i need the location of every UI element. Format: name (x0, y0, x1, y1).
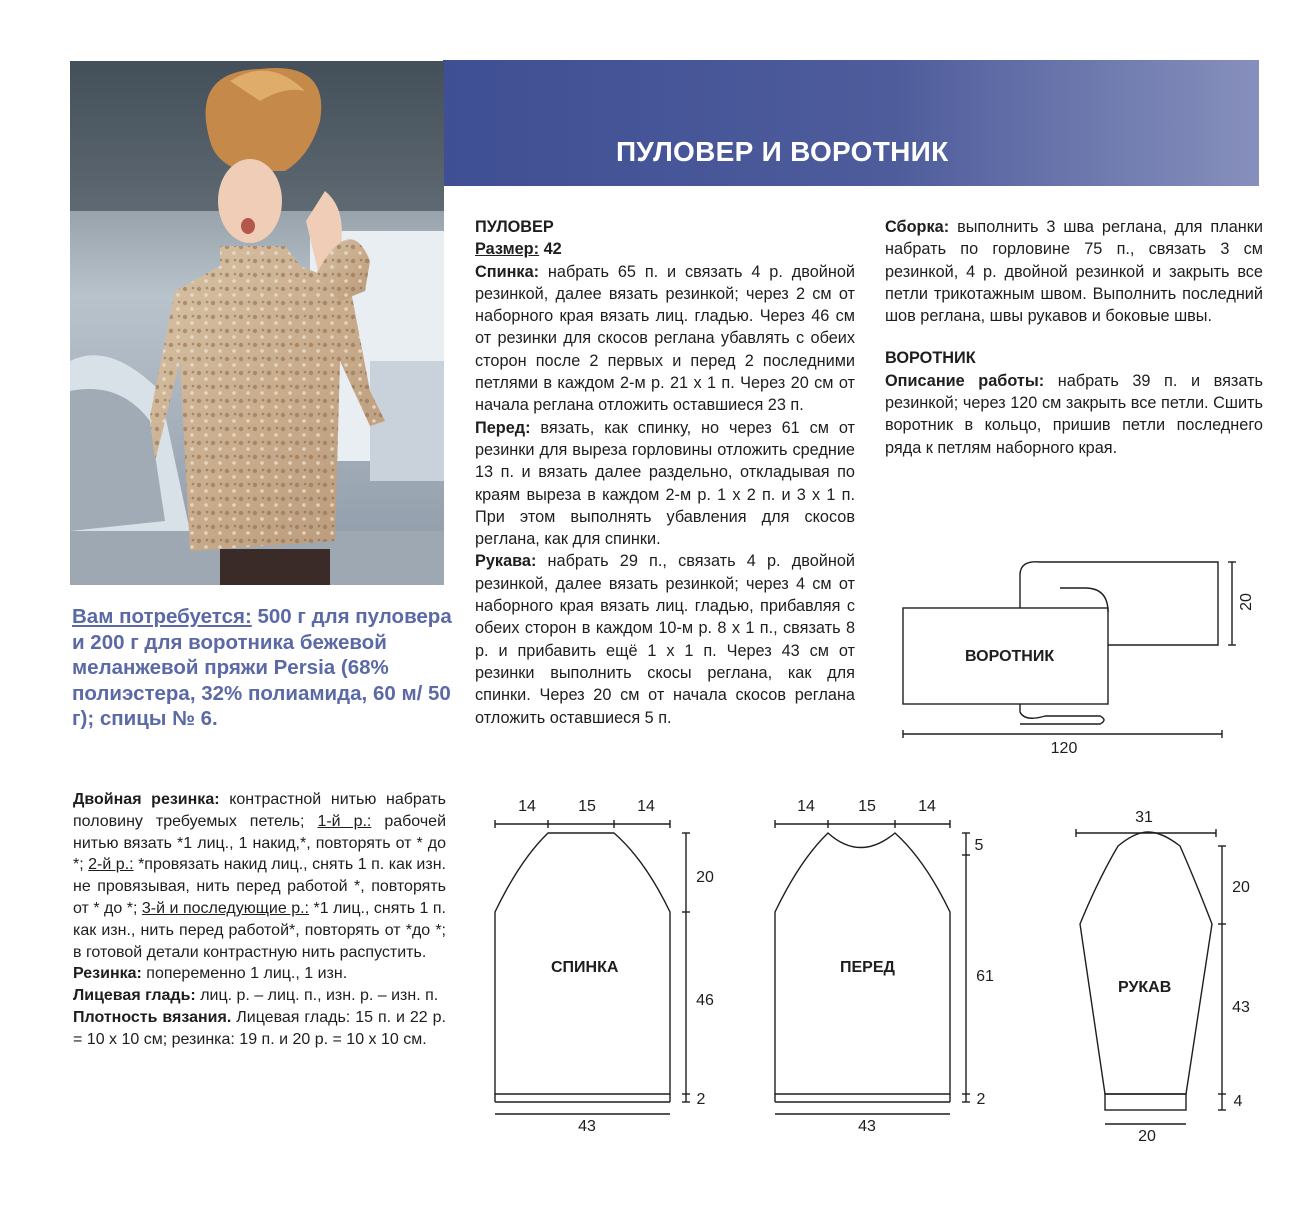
row-2-label: 2-й р.: (88, 856, 134, 874)
front-body: 61 (976, 968, 994, 985)
pullover-heading-text: ПУЛОВЕР (475, 218, 554, 236)
stockinette-label: Лицевая гладь: (73, 987, 196, 1005)
back-bottom: 43 (578, 1118, 596, 1135)
front-label: Перед: (475, 418, 531, 437)
front-bottom: 43 (858, 1118, 876, 1135)
front-neck: 5 (974, 837, 984, 854)
front-rib: 2 (976, 1091, 986, 1108)
page-title: ПУЛОВЕР И ВОРОТНИК (616, 136, 949, 167)
gauge-label: Плотность вязания. (73, 1008, 232, 1026)
sleeve-top: 31 (1135, 809, 1153, 826)
sleeves-label: Рукава: (475, 552, 537, 571)
stockinette-text: лиц. р. – лиц. п., изн. р. – изн. п. (195, 987, 439, 1005)
back-top-left: 14 (518, 798, 536, 815)
collar-work-text: набрать 39 п. и вязать резинкой; через 120 см закрыть все петли. Сшить воротник в кольцо, пришив петли последнего ряда к петлям наборного края. (885, 371, 1264, 457)
materials-lead: Вам потребуется: (72, 605, 252, 628)
rib-label: Резинка: (73, 965, 142, 983)
sleeves-text: набрать 29 п., связать 4 р. двойной резинкой, далее вязать резинкой; через 4 см от наборного края вязать лиц. гладью, прибавляя с обеих сторон в каждом 10-м р. 8 х 1 п., связать 8 р. и прибавить ещё 1 х 1 п. Через 43 см от резинки выполнить скосы реглана, как для спинки. Через 20 см от начала скосов реглана отложить оставшиеся 5 п. (475, 552, 855, 727)
sleeve-cuff: 4 (1233, 1093, 1243, 1110)
assembly-label: Сборка: (885, 218, 950, 236)
back-text: набрать 65 п. и связать 4 р. двойной резинкой, далее вязать резинкой; через 2 см от наборного края вязать лиц. гладью. Через 46 см от резинки для скосов реглана убавлять с обеих сторон после 2 первых и перед 2 последними петлями в каждом 2-м р. 21 х 1 п. Через 20 см от начала реглана отложить оставшиеся 23 п. (475, 262, 855, 415)
size-value: 42 (539, 240, 562, 259)
row-3-label: 3-й и последующие р.: (141, 899, 309, 917)
double-rib-text-2: рабочей нитью вязать *1 лиц., 1 накид,*, повторять от * до *; (73, 812, 447, 874)
collar-heading-text: ВОРОТНИК (885, 349, 976, 368)
back-top-right: 14 (637, 798, 655, 815)
sleeve-label: РУКАВ (1118, 979, 1172, 996)
front-top-left: 14 (797, 798, 815, 815)
front-top-mid: 15 (858, 798, 876, 815)
sleeve-raglan: 20 (1232, 879, 1250, 896)
collar-work-label: Описание работы: (885, 371, 1045, 390)
rib-text: попеременно 1 лиц., 1 изн. (141, 965, 348, 983)
back-label: Спинка: (475, 262, 540, 281)
double-rib-label: Двойная резинка: (73, 791, 220, 808)
sleeve-body: 43 (1232, 999, 1250, 1016)
back-raglan: 20 (696, 869, 714, 886)
double-rib-text-3: *провязать накид лиц., снять 1 п. как изн. не провязывая, нить перед работой *, повторять от * до *; (73, 856, 446, 917)
back-rib: 2 (696, 1091, 706, 1108)
back-top-mid: 15 (578, 798, 596, 815)
materials-text: 500 г для пуловера и 200 г для воротника бежевой меланжевой пряжи Persia (68% полиэстера, 32% полиамида, 60 м/ 50 г); спицы № 6. (72, 605, 452, 730)
double-rib-text-4: *1 лиц., снять 1 п. как изн., нить перед работой*, повторять от *до *; в готовой детали контрастную нить распустить. (73, 899, 446, 961)
row-1-label: 1-й р.: (317, 812, 372, 830)
collar-schematic (903, 562, 1236, 738)
back-body: 46 (696, 992, 714, 1009)
back-label: СПИНКА (551, 959, 619, 976)
front-top-right: 14 (918, 798, 936, 815)
collar-height: 20 (1238, 593, 1255, 611)
front-label: ПЕРЕД (840, 959, 895, 976)
collar-width: 120 (1050, 740, 1078, 757)
assembly-text: выполнить 3 шва реглана, для планки набрать по горловине 75 п., связать 3 см резинкой, 4 р. двойной резинкой и закрыть все петли трикотажным швом. Выполнить последний шов реглана, швы рукавов и боковые швы. (885, 218, 1263, 326)
sleeve-bottom: 20 (1138, 1128, 1156, 1145)
double-rib-text-1: контрастной нитью набрать половину требуемых петель; (73, 791, 446, 830)
gauge-text: Лицевая гладь: 15 п. и 22 р. = 10 х 10 см; резинка: 19 п. и 20 р. = 10 х 10 см. (73, 1008, 446, 1048)
sleeve-schematic (1076, 829, 1226, 1124)
front-text: вязать, как спинку, но через 61 см от резинки для выреза горловины отложить средние 13 п. и вязать далее раздельно, откладывая по краям выреза в каждом 2-м р. 1 х 2 п. и 3 х 1 п. При этом выполнять убавления для скосов реглана, как для спинки. (475, 418, 855, 549)
collar-label: ВОРОТНИК (965, 648, 1055, 665)
size-label: Размер: (475, 240, 540, 259)
